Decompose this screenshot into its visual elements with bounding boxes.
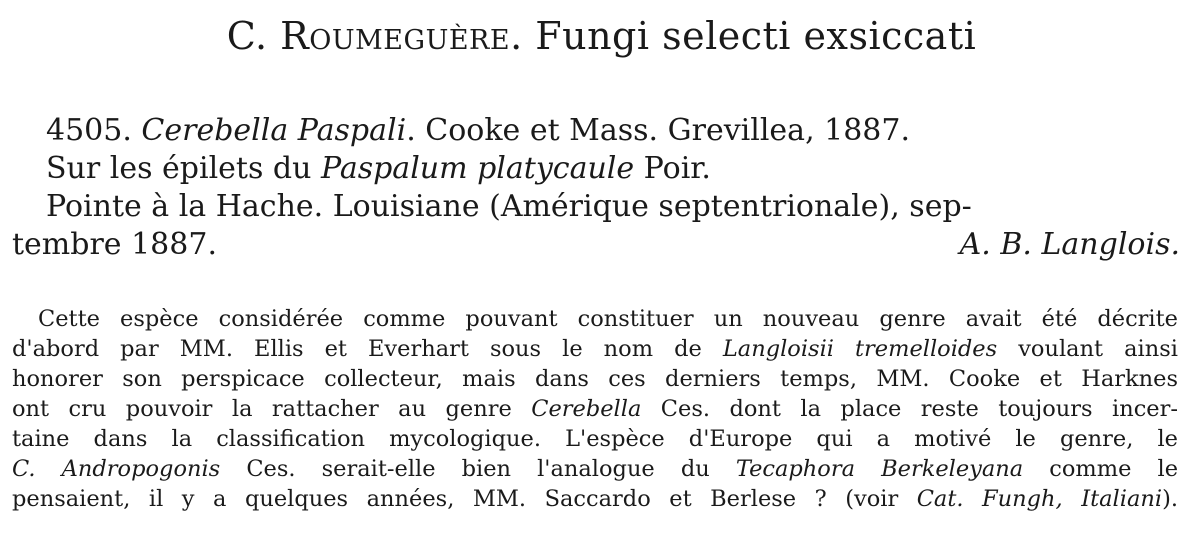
entry-locality-line [12, 188, 1180, 226]
note-text: Ces. serait-elle bien l'analogue du [220, 456, 736, 482]
taxon-name: C. Andropogonis [12, 456, 221, 482]
note-text: Ces. dont la place reste toujours incer- [641, 396, 1178, 422]
header-title: . Fungi selecti exsiccati [510, 14, 977, 58]
note-line-7 [12, 484, 1178, 514]
note-text: pensaient, il y a quelques années, MM. Saccardo et Berlese ? (voir [12, 486, 917, 512]
entry-locality: Pointe à la Hache. Louisiane (Amérique septentrionale), sep- [46, 189, 972, 224]
note-paragraph [12, 304, 1178, 514]
note-text: ont cru pouvoir la rattacher au genre [12, 396, 532, 422]
note-line-4 [12, 394, 1178, 424]
host-suffix: Poir. [634, 151, 711, 186]
entry-collector: A. B. Langlois. [959, 227, 1180, 262]
page-header [0, 14, 1203, 58]
note-line-3 [12, 364, 1178, 394]
note-text: voulant ainsi [997, 336, 1178, 362]
host-prefix: Sur les épilets du [46, 151, 321, 186]
note-text: Cette espèce considérée comme pouvant constituer un nouveau genre avait été décrite [38, 306, 1178, 332]
specimen-entry [12, 112, 1180, 264]
note-line-5 [12, 424, 1178, 454]
taxon-name: Langloisii tremelloides [722, 336, 998, 362]
taxon-name: Cerebella [531, 396, 642, 422]
note-line-2 [12, 334, 1178, 364]
species-name: Cerebella Paspali [141, 113, 407, 148]
header-initial: C. [226, 14, 281, 58]
entry-number: 4505. [46, 113, 142, 148]
entry-date-line [12, 226, 1180, 264]
note-text: comme le [1023, 456, 1178, 482]
host-name: Paspalum platycaule [320, 151, 635, 186]
taxon-name: Tecaphora Berkeleyana [735, 456, 1024, 482]
header-author: Roumeguère [280, 14, 511, 58]
entry-date: tembre 1887. [12, 227, 217, 262]
entry-citation: . Cooke et Mass. Grevillea, 1887. [406, 113, 911, 148]
entry-title-line [12, 112, 1180, 150]
note-line-6 [12, 454, 1178, 484]
note-text: d'abord par MM. Ellis et Everhart sous le nom de [12, 336, 723, 362]
note-text: ). [1162, 486, 1178, 512]
note-text: taine dans la classification mycologique. L'espèce d'Europe qui a motivé le genre, le [12, 426, 1178, 452]
note-line-1 [12, 304, 1178, 334]
note-text: honorer son perspicace collecteur, mais dans ces derniers temps, MM. Cooke et Harknes [12, 366, 1178, 392]
entry-host-line [12, 150, 1180, 188]
reference-title: Cat. Fungh, Italiani [916, 486, 1163, 512]
